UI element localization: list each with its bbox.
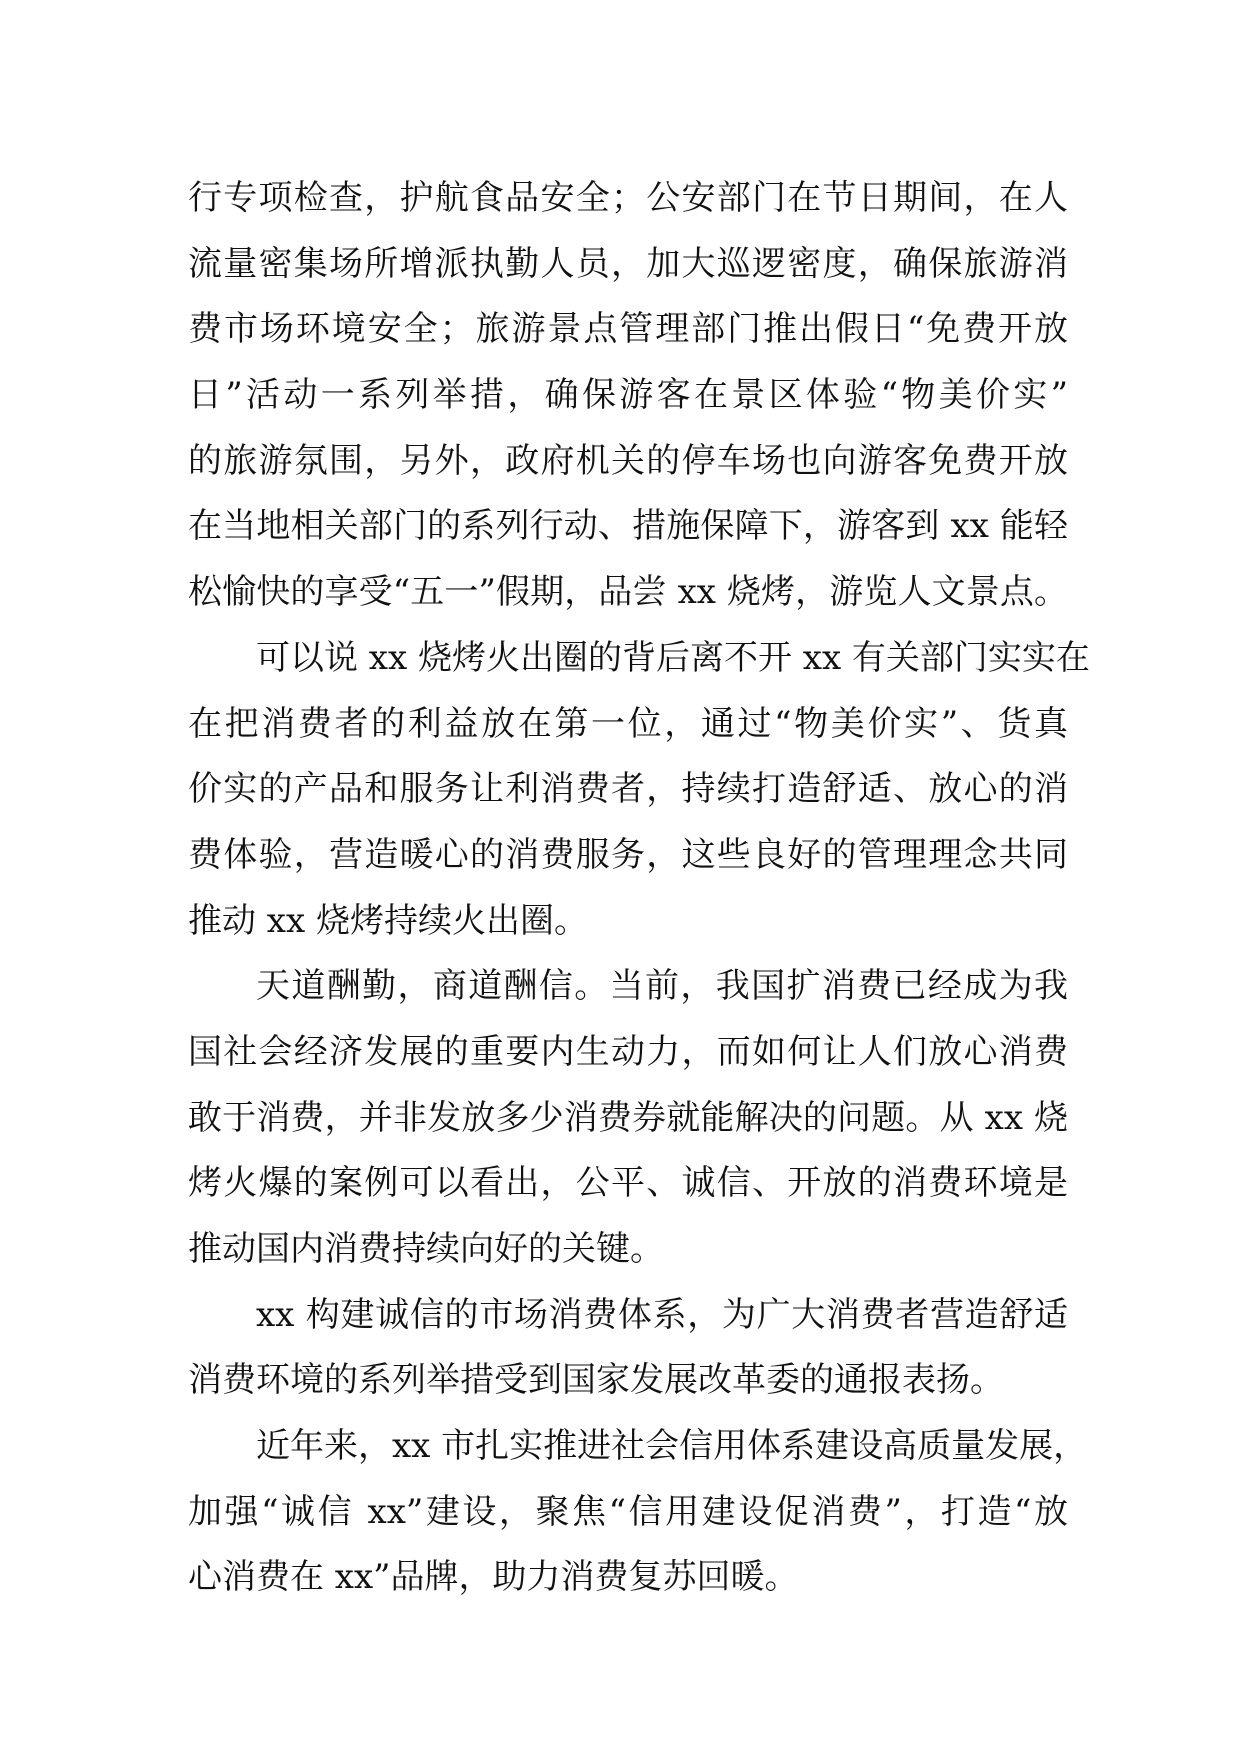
- body-text: [188, 166, 1090, 1611]
- text-line: 天道酬勤，商道酬信。当前，我国扩消费已经成为我: [256, 966, 1068, 1007]
- paragraph-2: [188, 626, 1090, 954]
- text-line: 松愉快的享受“五一”假期，品尝 xx 烧烤，游览人文景点。: [188, 572, 1068, 613]
- paragraph-3: [188, 954, 1068, 1282]
- text-line: 烤火爆的案例可以看出，公平、诚信、开放的消费环境是: [188, 1163, 1068, 1204]
- text-line: xx 构建诚信的市场消费体系，为广大消费者营造舒适: [256, 1294, 1068, 1335]
- text-line: 日”活动一系列举措，确保游客在景区体验“物美价实”: [188, 375, 1068, 416]
- text-line: 推动国内消费持续向好的关键。: [188, 1229, 664, 1269]
- text-line: 加强“诚信 xx”建设，聚焦“信用建设促消费”，打造“放: [188, 1491, 1068, 1532]
- text-line: 流量密集场所增派执勤人员，加大巡逻密度，确保旅游消: [188, 243, 1068, 284]
- text-line: 消费环境的系列举措受到国家发展改革委的通报表扬。: [188, 1360, 1004, 1401]
- text-line: 费体验，营造暖心的消费服务，这些良好的管理理念共同: [188, 834, 1068, 875]
- text-line: 可以说 xx 烧烤火出圈的背后离不开 xx 有关部门实实在: [256, 637, 1090, 678]
- text-line: 敢于消费，并非发放多少消费券就能解决的问题。从 xx 烧: [188, 1097, 1068, 1138]
- text-line: 近年来，xx 市扎实推进社会信用体系建设高质量发展，: [256, 1426, 1088, 1467]
- text-line: 费市场环境安全；旅游景点管理部门推出假日“免费开放: [188, 309, 1068, 350]
- paragraph-4: [188, 1283, 1068, 1414]
- text-line: 价实的产品和服务让利消费者，持续打造舒适、放心的消: [188, 769, 1068, 810]
- paragraph-5: [188, 1414, 1088, 1611]
- text-line: 国社会经济发展的重要内生动力，而如何让人们放心消费: [188, 1031, 1068, 1072]
- paragraph-1: [188, 166, 1068, 626]
- text-line: 在当地相关部门的系列行动、措施保障下，游客到 xx 能轻: [188, 506, 1068, 547]
- text-line: 行专项检查，护航食品安全；公安部门在节日期间，在人: [188, 178, 1068, 218]
- text-line: 的旅游氛围，另外，政府机关的停车场也向游客免费开放: [188, 440, 1068, 481]
- text-line: 在把消费者的利益放在第一位，通过“物美价实”、货真: [188, 703, 1068, 744]
- text-line: 心消费在 xx”品牌，助力消费复苏回暖。: [188, 1557, 799, 1598]
- text-line: 推动 xx 烧烤持续火出圈。: [188, 900, 588, 941]
